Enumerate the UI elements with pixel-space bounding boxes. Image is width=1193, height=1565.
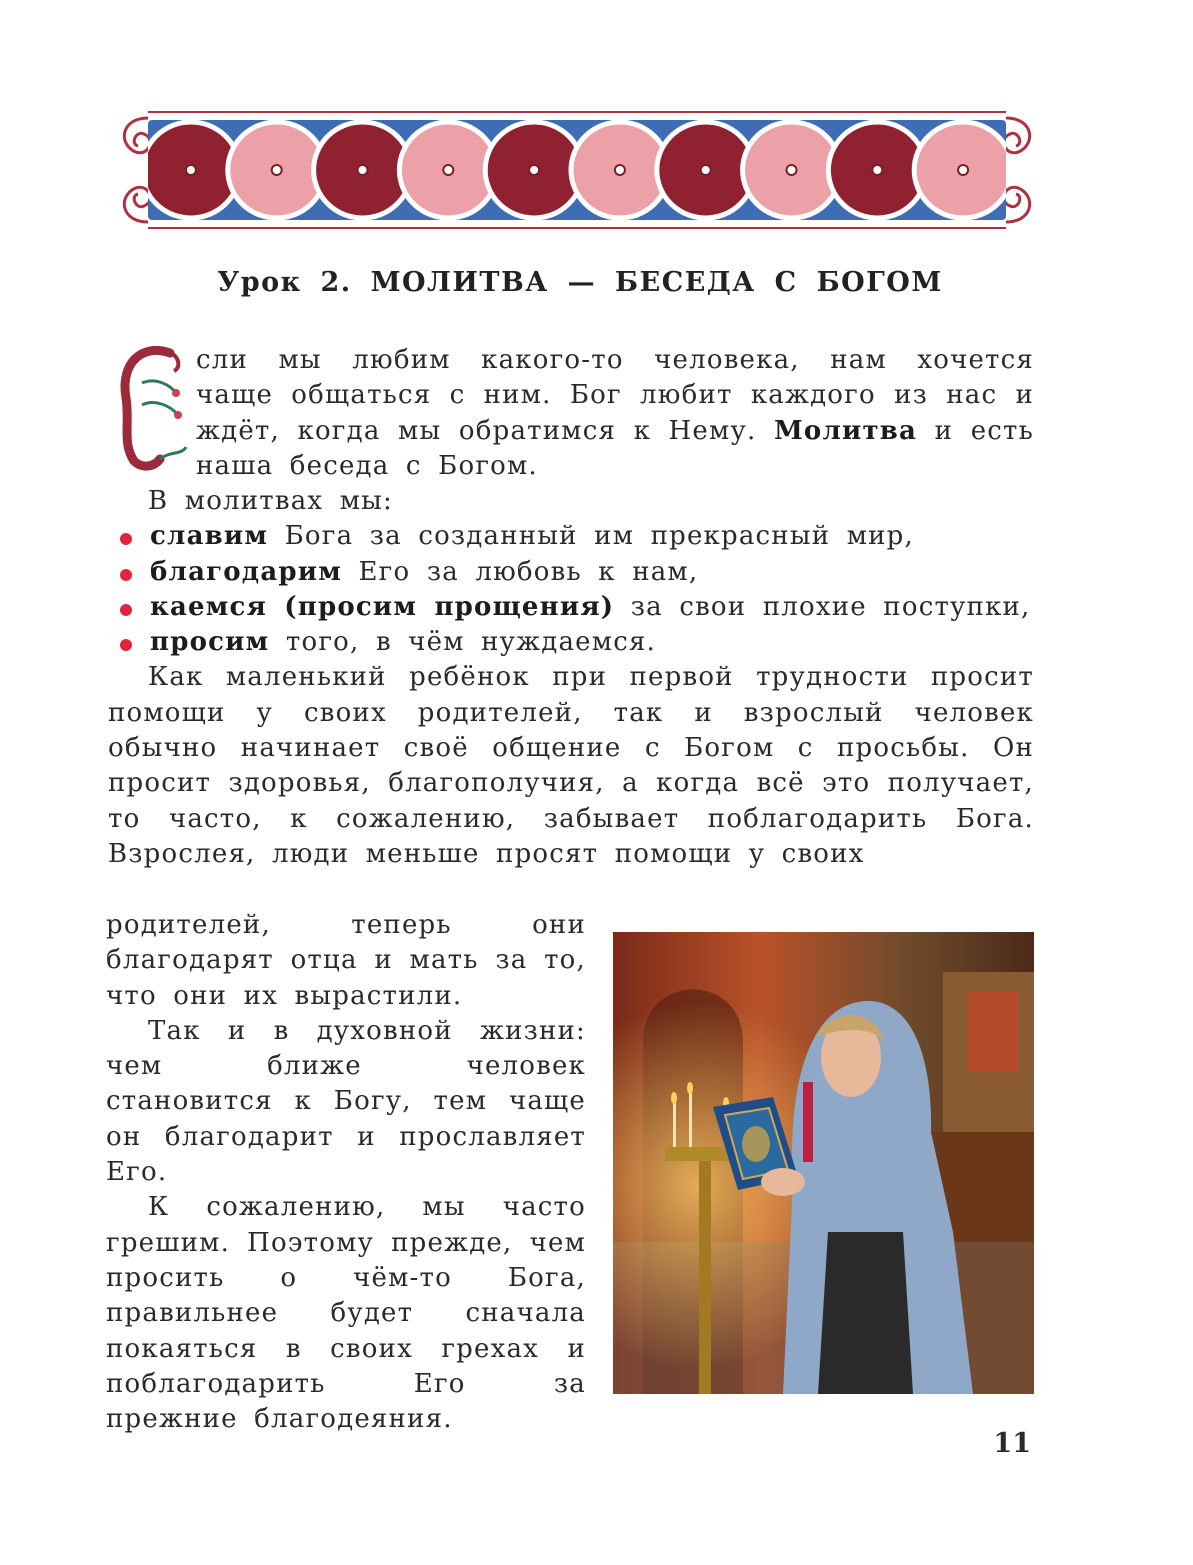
list-item-text: Его за любовь к нам, <box>342 556 699 587</box>
ornament-header <box>118 100 1036 240</box>
page-number: 11 <box>993 1428 1031 1459</box>
bullet-icon <box>120 604 132 616</box>
list-item-text: за свои плохие поступки, <box>614 591 1031 622</box>
list-item-term: просим <box>150 627 270 658</box>
bullet-icon <box>120 569 132 581</box>
ornament-dot <box>872 165 882 175</box>
ornament-dot <box>615 165 625 175</box>
ornament-dot <box>186 165 196 175</box>
list-item-term: славим <box>150 521 269 552</box>
narrow-text-block <box>106 908 586 1437</box>
ornament-dot <box>358 165 368 175</box>
list-item <box>108 555 1034 590</box>
list-item-text: Бога за созданный им прекрасный мир, <box>268 521 914 552</box>
list-item <box>108 519 1034 554</box>
ornament-dot <box>443 165 453 175</box>
list-intro: В молитвах мы: <box>148 486 394 516</box>
photo-girl-praying <box>613 932 1034 1394</box>
bullet-icon <box>120 639 132 651</box>
list-item-term: благодарим <box>150 556 343 587</box>
ornament-dot <box>787 165 797 175</box>
list-item <box>108 590 1034 625</box>
list-item-text: того, в чём нуждаемся. <box>269 627 657 658</box>
intro-paragraph <box>196 343 1034 484</box>
intro-text: сли мы любим какого-то человека, нам хочется чаще общаться с ним. Бог любит каждого из нас и ждёт, когда мы обратимся к Нему. <box>196 345 1034 446</box>
paragraph: Так и в духовной жизни: чем ближе человек становится к Богу, тем чаще он благодарит и прославляет Его. <box>106 1015 586 1188</box>
ornament-dot <box>272 165 282 175</box>
main-text-block <box>108 484 1034 872</box>
ornament-dot <box>529 165 539 175</box>
bullet-icon <box>120 533 132 545</box>
list-item-term: каемся (просим прощения) <box>150 591 615 622</box>
dropcap-letter-icon <box>112 343 196 473</box>
prayer-list <box>108 519 1034 660</box>
ornament-dot <box>701 165 711 175</box>
ornament-dot <box>958 165 968 175</box>
paragraph: родителей, теперь они благодарят отца и мать за то, что они их вырастили. <box>106 910 586 1011</box>
lesson-title: Урок 2. МОЛИТВА — БЕСЕДА С БОГОМ <box>217 267 943 298</box>
paragraph: Как маленький ребёнок при первой трудности просит помощи у своих родителей, так и взрослый человек обычно начинает своё общение с Богом с просьбы. Он просит здоровья, благополучия, а когда всё это получает, то часто, к сожалению, забывает поблагодарить Бога. Взрослея, люди меньше просят помощи у своих <box>108 662 1034 869</box>
intro-text-end: и есть наша беседа с Богом. <box>196 415 1034 481</box>
list-item <box>108 625 1034 660</box>
paragraph: К сожалению, мы часто грешим. Поэтому прежде, чем просить о чём-то Бога, правильнее будет сначала покаяться в своих грехах и поблагодарить Его за прежние благодеяния. <box>106 1192 586 1435</box>
intro-bold-term: Молитва <box>773 415 918 446</box>
